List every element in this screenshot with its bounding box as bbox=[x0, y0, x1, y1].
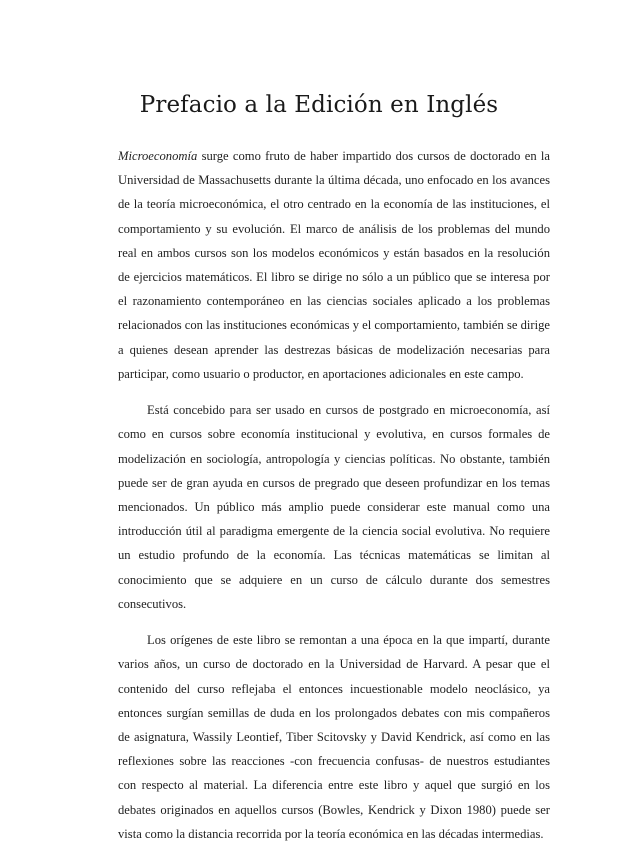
paragraph-1 bbox=[118, 144, 550, 386]
paragraph-3: Los orígenes de este libro se remontan a una época en la que impartí, durante varios años, un curso de doctorado en la Universidad de Harvard. A pesar que el contenido del curso reflejaba el entonces incuestionable modelo neoclásico, ya entonces surgían semillas de duda en los prolongados debates con mis compañeros de asignatura, Wassily Leontief, Tiber Scitovsky y David Kendrick, así como en las reflexiones sobre las reacciones -con frecuencia confusas- de nuestros estudiantes con respecto al material. La diferencia entre este libro y aquel que surgió en los debates originados en aquellos cursos (Bowles, Kendrick y Dixon 1980) puede ser vista como la distancia recorrida por la teoría económica en las décadas intermedias. bbox=[118, 633, 550, 841]
document-body bbox=[118, 144, 550, 846]
paragraph-1-text: surge como fruto de haber impartido dos cursos de doctorado en la Universidad de Massachusetts durante la última década, uno enfocado en los avances de la teoría microeconómica, el otro centrado en la economía de las instituciones, el comportamiento y su evolución. El marco de análisis de los problemas del mundo real en ambos cursos son los modelos económicos y están basados en la resolución de ejercicios matemáticos. El libro se dirige no sólo a un público que se interesa por el razonamiento contemporáneo en las ciencias sociales aplicado a los problemas relacionados con las instituciones económicas y el comportamiento, también se dirige a quienes desean aprender las destrezas básicas de modelización necesarias para participar, como usuario o productor, en aportaciones adicionales en este campo. bbox=[118, 149, 550, 381]
paragraph-2: Está concebido para ser usado en cursos de postgrado en microeconomía, así como en cursos sobre economía institucional y evolutiva, en cursos formales de modelización en sociología, antropología y ciencias políticas. No obstante, también puede ser de gran ayuda en cursos de pregrado que deseen profundizar en los temas mencionados. Un público más amplio puede considerar este manual como una introducción útil al paradigma emergente de la ciencia social evolutiva. No requiere un estudio profundo de la economía. Las técnicas matemáticas se limitan al conocimiento que se adquiere en un curso de cálculo durante dos semestres consecutivos. bbox=[118, 403, 550, 611]
book-title-italic: Microeconomía bbox=[118, 149, 198, 163]
page-title: Prefacio a la Edición en Inglés bbox=[139, 92, 499, 118]
